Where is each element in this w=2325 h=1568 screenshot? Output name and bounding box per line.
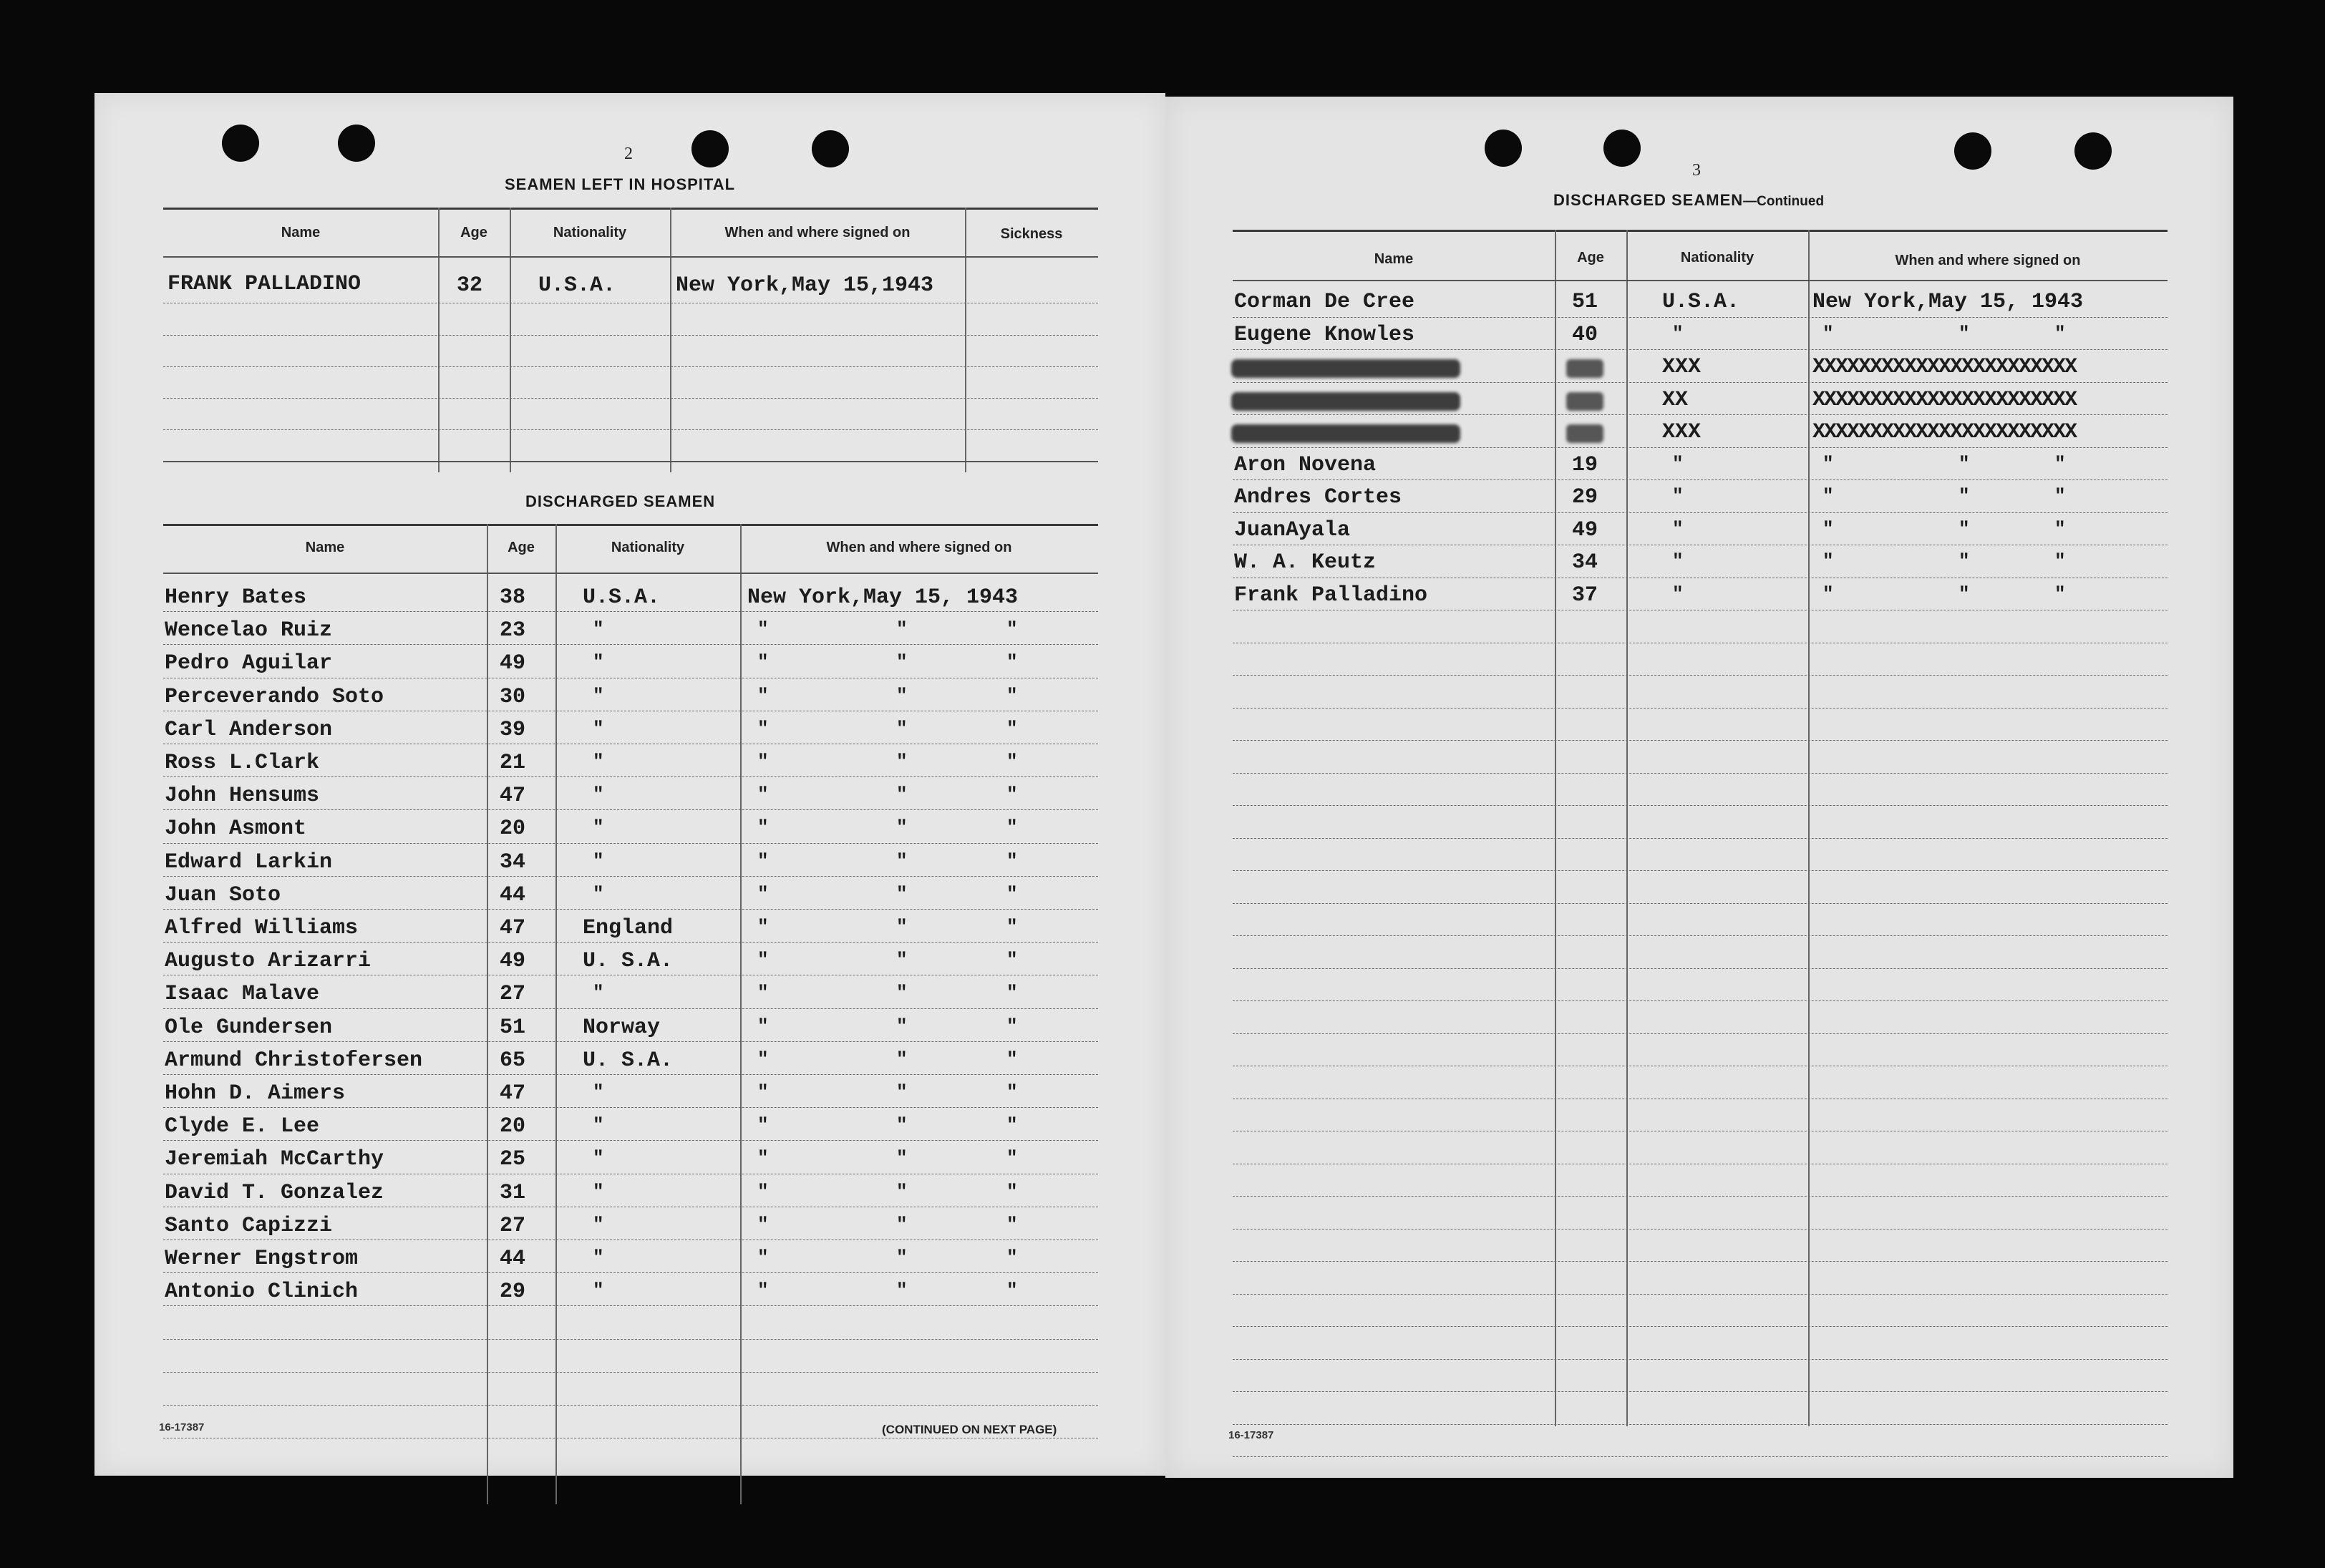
column-divider xyxy=(965,208,966,472)
signed-on-ditto-cell: " xyxy=(1006,751,1018,772)
signed-on-ditto-cell: " xyxy=(1006,817,1018,839)
row-rule xyxy=(1233,838,2168,839)
signed-on-ditto-cell: " xyxy=(1958,452,1970,474)
signed-on-cell: " xyxy=(757,949,769,971)
column-divider xyxy=(1555,230,1556,1426)
row-rule xyxy=(163,1405,1098,1406)
row-rule xyxy=(1233,414,2168,415)
header-age: Age xyxy=(1577,250,1604,266)
name-cell: Hohn D. Aimers xyxy=(165,1081,346,1106)
age-cell: 49 xyxy=(1572,517,1598,542)
signed-on-ditto-cell: " xyxy=(896,1213,908,1235)
signed-on-cell: " xyxy=(757,1213,769,1235)
age-cell: 47 xyxy=(500,916,526,940)
signed-on-ditto-cell: " xyxy=(1958,583,1970,605)
nationality-cell: Norway xyxy=(583,1015,661,1040)
name-cell: Edward Larkin xyxy=(165,849,333,875)
table-top-rule xyxy=(163,524,1098,526)
signed-on-ditto-cell: " xyxy=(1006,949,1018,971)
row-rule xyxy=(1233,968,2168,969)
signed-on-ditto-cell: " xyxy=(896,949,908,971)
signed-on-ditto-cell: " xyxy=(2054,452,2066,474)
signed-on-ditto-cell: " xyxy=(896,916,908,938)
redaction-blot xyxy=(1231,392,1460,411)
signed-on-ditto-cell: " xyxy=(896,982,908,1004)
nationality-cell: " xyxy=(593,1280,604,1302)
nationality-cell: " xyxy=(593,882,604,905)
name-cell: Perceverando Soto xyxy=(165,684,384,709)
signed-on-ditto-cell: " xyxy=(896,849,908,872)
signed-on-ditto-cell: " xyxy=(1006,849,1018,872)
hospital-name: FRANK PALLADINO xyxy=(168,272,361,296)
hospital-table xyxy=(163,208,1098,465)
row-rule xyxy=(163,909,1098,910)
header-signed-on: When and where signed on xyxy=(1895,253,2081,268)
signed-on-cell: XXXXXXXXXXXXXXXXXXXXXXX xyxy=(1812,387,2077,412)
signed-on-cell: " xyxy=(1822,485,1834,507)
nationality-cell: U. S.A. xyxy=(583,1048,674,1073)
name-cell: John Hensums xyxy=(165,784,320,809)
punch-hole xyxy=(1954,132,1991,170)
age-cell: 27 xyxy=(500,982,526,1007)
signed-on-cell: " xyxy=(757,1114,769,1136)
signed-on-ditto-cell: " xyxy=(896,1114,908,1136)
signed-on-cell: " xyxy=(757,1280,769,1302)
age-cell: 51 xyxy=(500,1015,526,1040)
row-rule xyxy=(1233,1033,2168,1034)
nationality-cell: " xyxy=(1672,322,1684,344)
signed-on-ditto-cell: " xyxy=(896,1247,908,1268)
signed-on-ditto-cell: " xyxy=(896,717,908,739)
signed-on-ditto-cell: " xyxy=(1006,882,1018,905)
age-cell: 47 xyxy=(500,1081,526,1106)
nationality-cell: XX xyxy=(1662,387,1689,412)
row-rule xyxy=(1233,935,2168,936)
row-rule xyxy=(163,1008,1098,1009)
name-cell: Ole Gundersen xyxy=(165,1015,333,1040)
row-rule xyxy=(1233,349,2168,350)
row-rule xyxy=(163,398,1098,399)
name-cell: Carl Anderson xyxy=(165,717,333,742)
continued-note: (CONTINUED ON NEXT PAGE) xyxy=(882,1423,1057,1436)
name-cell: Armund Christofersen xyxy=(165,1048,423,1073)
nationality-cell: " xyxy=(593,618,604,641)
signed-on-ditto-cell: " xyxy=(1006,1015,1018,1037)
signed-on-ditto-cell: " xyxy=(1006,1280,1018,1302)
signed-on-ditto-cell: " xyxy=(1006,651,1018,673)
row-rule xyxy=(163,809,1098,810)
redaction-blot xyxy=(1566,424,1603,443)
signed-on-ditto-cell: " xyxy=(896,1180,908,1202)
age-cell: 27 xyxy=(500,1213,526,1238)
header-name: Name xyxy=(305,540,345,555)
nationality-cell: " xyxy=(1672,452,1684,474)
header-age: Age xyxy=(508,540,535,555)
row-rule xyxy=(163,335,1098,336)
punch-hole xyxy=(1603,130,1641,167)
row-rule xyxy=(1233,447,2168,448)
signed-on-cell: " xyxy=(757,618,769,641)
signed-on-ditto-cell: " xyxy=(896,618,908,641)
signed-on-ditto-cell: " xyxy=(1006,982,1018,1004)
hospital-age: 32 xyxy=(457,273,483,298)
header-name: Name xyxy=(1374,251,1414,267)
name-cell: Wencelao Ruiz xyxy=(165,618,333,643)
nationality-cell: " xyxy=(593,1247,604,1268)
row-rule xyxy=(163,1339,1098,1340)
nationality-cell: " xyxy=(1672,517,1684,540)
name-cell: Santo Capizzi xyxy=(165,1213,333,1238)
row-rule xyxy=(1233,805,2168,806)
signed-on-ditto-cell: " xyxy=(1006,717,1018,739)
name-cell: Andres Cortes xyxy=(1234,485,1402,510)
name-cell: Clyde E. Lee xyxy=(165,1114,320,1139)
column-divider xyxy=(487,524,488,1504)
age-cell: 20 xyxy=(500,817,526,842)
name-cell: Ross L.Clark xyxy=(165,751,320,775)
header-rule xyxy=(163,573,1098,574)
row-rule xyxy=(163,1372,1098,1373)
age-cell: 51 xyxy=(1572,290,1598,314)
row-rule xyxy=(163,461,1098,462)
signed-on-cell: " xyxy=(757,1147,769,1169)
hospital-signed-on: New York,May 15,1943 xyxy=(676,273,934,298)
signed-on-cell: " xyxy=(1822,517,1834,540)
table-top-rule xyxy=(163,208,1098,210)
row-rule xyxy=(1233,870,2168,871)
signed-on-cell: " xyxy=(757,751,769,772)
age-cell: 30 xyxy=(500,684,526,709)
row-rule xyxy=(1233,479,2168,480)
name-cell: Alfred Williams xyxy=(165,916,359,940)
nationality-cell: " xyxy=(593,684,604,706)
nationality-cell: " xyxy=(593,982,604,1004)
row-rule xyxy=(1233,512,2168,513)
age-cell: 47 xyxy=(500,784,526,809)
header-nationality: Nationality xyxy=(1680,250,1754,266)
header-age: Age xyxy=(460,225,487,240)
row-rule xyxy=(1233,675,2168,676)
redaction-blot xyxy=(1566,359,1603,378)
signed-on-cell: New York,May 15, 1943 xyxy=(1812,290,2084,314)
nationality-cell: " xyxy=(593,1213,604,1235)
age-cell: 34 xyxy=(1572,550,1598,575)
header-nationality: Nationality xyxy=(611,540,685,555)
nationality-cell: " xyxy=(593,784,604,806)
punch-hole xyxy=(2074,132,2112,170)
name-cell: Antonio Clinich xyxy=(165,1280,359,1305)
row-rule xyxy=(1233,1294,2168,1295)
signed-on-ditto-cell: " xyxy=(896,1081,908,1103)
form-code: 16-17387 xyxy=(159,1421,205,1433)
signed-on-cell: " xyxy=(757,849,769,872)
signed-on-ditto-cell: " xyxy=(896,651,908,673)
row-rule xyxy=(163,1107,1098,1108)
column-divider xyxy=(1808,230,1810,1426)
signed-on-ditto-cell: " xyxy=(896,1280,908,1302)
row-rule xyxy=(1233,1359,2168,1360)
punch-hole xyxy=(1485,130,1522,167)
discharged-continued-table xyxy=(1233,230,2168,1446)
name-cell: Juan Soto xyxy=(165,882,281,907)
nationality-cell: U.S.A. xyxy=(1662,290,1740,314)
column-divider xyxy=(670,208,671,472)
nationality-cell: " xyxy=(593,717,604,739)
age-cell: 21 xyxy=(500,751,526,775)
signed-on-ditto-cell: " xyxy=(896,1048,908,1070)
signed-on-cell: " xyxy=(1822,322,1834,344)
signed-on-cell: XXXXXXXXXXXXXXXXXXXXXXX xyxy=(1812,355,2077,379)
redaction-blot xyxy=(1566,392,1603,411)
signed-on-ditto-cell: " xyxy=(1006,1081,1018,1103)
row-rule xyxy=(163,1074,1098,1075)
nationality-cell: XXX xyxy=(1662,355,1702,379)
punch-hole xyxy=(812,130,849,167)
row-rule xyxy=(163,1272,1098,1273)
row-rule xyxy=(1233,1000,2168,1001)
punch-hole xyxy=(691,130,729,167)
age-cell: 34 xyxy=(500,849,526,875)
punch-hole xyxy=(338,125,375,162)
age-cell: 31 xyxy=(500,1180,526,1205)
row-rule xyxy=(163,1305,1098,1306)
page-number: 2 xyxy=(624,145,633,163)
signed-on-ditto-cell: " xyxy=(1006,684,1018,706)
age-cell: 39 xyxy=(500,717,526,742)
name-cell: Isaac Malave xyxy=(165,982,320,1007)
signed-on-ditto-cell: " xyxy=(1958,322,1970,344)
signed-on-ditto-cell: " xyxy=(896,817,908,839)
signed-on-ditto-cell: " xyxy=(896,1015,908,1037)
row-rule xyxy=(1233,382,2168,383)
signed-on-ditto-cell: " xyxy=(1006,1114,1018,1136)
nationality-cell: U. S.A. xyxy=(583,949,674,974)
age-cell: 49 xyxy=(500,651,526,676)
signed-on-cell: " xyxy=(757,982,769,1004)
row-rule xyxy=(1233,1456,2168,1457)
row-rule xyxy=(163,429,1098,430)
age-cell: 40 xyxy=(1572,322,1598,347)
name-cell: Corman De Cree xyxy=(1234,290,1415,314)
signed-on-ditto-cell: " xyxy=(1006,1213,1018,1235)
header-signed-on: When and where signed on xyxy=(724,225,911,240)
row-rule xyxy=(163,366,1098,367)
row-rule xyxy=(1233,317,2168,318)
row-rule xyxy=(1233,1196,2168,1197)
nationality-cell: " xyxy=(593,1114,604,1136)
row-rule xyxy=(163,644,1098,645)
signed-on-cell: " xyxy=(757,1081,769,1103)
signed-on-ditto-cell: " xyxy=(1958,485,1970,507)
right-page xyxy=(1165,97,2233,1478)
age-cell: 19 xyxy=(1572,452,1598,477)
nationality-cell: " xyxy=(593,1180,604,1202)
name-cell: Werner Engstrom xyxy=(165,1247,359,1271)
column-divider xyxy=(555,524,557,1504)
row-rule xyxy=(1233,903,2168,904)
column-divider xyxy=(438,208,440,472)
signed-on-cell: " xyxy=(1822,583,1834,605)
nationality-cell: " xyxy=(1672,485,1684,507)
column-divider xyxy=(1626,230,1628,1426)
signed-on-ditto-cell: " xyxy=(896,1147,908,1169)
row-rule xyxy=(163,611,1098,612)
signed-on-cell: " xyxy=(757,1048,769,1070)
header-rule xyxy=(1233,280,2168,281)
signed-on-cell: " xyxy=(1822,550,1834,572)
nationality-cell: " xyxy=(1672,583,1684,605)
signed-on-ditto-cell: " xyxy=(2054,485,2066,507)
discharged-table xyxy=(163,524,1098,1504)
signed-on-ditto-cell: " xyxy=(1006,916,1018,938)
header-sickness: Sickness xyxy=(1000,226,1063,242)
signed-on-cell: " xyxy=(757,882,769,905)
page-number: 3 xyxy=(1692,161,1701,180)
signed-on-ditto-cell: " xyxy=(896,684,908,706)
nationality-cell: " xyxy=(593,651,604,673)
signed-on-ditto-cell: " xyxy=(1006,618,1018,641)
signed-on-cell: " xyxy=(757,651,769,673)
name-cell: Frank Palladino xyxy=(1234,583,1428,608)
signed-on-ditto-cell: " xyxy=(2054,550,2066,572)
signed-on-cell: " xyxy=(757,717,769,739)
name-cell: Jeremiah McCarthy xyxy=(165,1147,384,1172)
nationality-cell: " xyxy=(1672,550,1684,572)
header-signed-on: When and where signed on xyxy=(826,540,1012,555)
form-code: 16-17387 xyxy=(1228,1429,1274,1441)
header-nationality: Nationality xyxy=(553,225,627,240)
signed-on-ditto-cell: " xyxy=(2054,583,2066,605)
hospital-nationality: U.S.A. xyxy=(538,273,616,298)
signed-on-ditto-cell: " xyxy=(1006,1247,1018,1268)
name-cell: Henry Bates xyxy=(165,585,307,610)
signed-on-ditto-cell: " xyxy=(1958,517,1970,540)
signed-on-ditto-cell: " xyxy=(1006,784,1018,806)
row-rule xyxy=(1233,740,2168,741)
row-rule xyxy=(163,1041,1098,1042)
signed-on-ditto-cell: " xyxy=(896,882,908,905)
row-rule xyxy=(1233,1261,2168,1262)
nationality-cell: XXX xyxy=(1662,420,1702,444)
left-page xyxy=(94,93,1165,1476)
table-top-rule xyxy=(1233,230,2168,232)
row-rule xyxy=(1233,1424,2168,1425)
row-rule xyxy=(1233,773,2168,774)
heading-suffix: —Continued xyxy=(1743,194,1825,209)
nationality-cell: " xyxy=(593,1147,604,1169)
nationality-cell: " xyxy=(593,751,604,772)
signed-on-cell: New York,May 15, 1943 xyxy=(747,585,1019,610)
header-rule xyxy=(163,256,1098,258)
row-rule xyxy=(163,776,1098,777)
punch-hole xyxy=(222,125,259,162)
redaction-blot xyxy=(1231,359,1460,378)
signed-on-cell: " xyxy=(757,916,769,938)
signed-on-cell: " xyxy=(757,1180,769,1202)
name-cell: Augusto Arizarri xyxy=(165,949,372,974)
age-cell: 37 xyxy=(1572,583,1598,608)
name-cell: Pedro Aguilar xyxy=(165,651,333,676)
discharged-heading: DISCHARGED SEAMEN xyxy=(525,492,716,510)
age-cell: 44 xyxy=(500,1247,526,1271)
signed-on-cell: " xyxy=(757,1015,769,1037)
age-cell: 29 xyxy=(1572,485,1598,510)
name-cell: JuanAyala xyxy=(1234,517,1351,542)
age-cell: 38 xyxy=(500,585,526,610)
signed-on-ditto-cell: " xyxy=(1006,1048,1018,1070)
signed-on-ditto-cell: " xyxy=(2054,517,2066,540)
nationality-cell: " xyxy=(593,849,604,872)
name-cell: David T. Gonzalez xyxy=(165,1180,384,1205)
nationality-cell: " xyxy=(593,817,604,839)
row-rule xyxy=(163,1140,1098,1141)
signed-on-cell: " xyxy=(757,684,769,706)
age-cell: 29 xyxy=(500,1280,526,1305)
age-cell: 20 xyxy=(500,1114,526,1139)
nationality-cell: U.S.A. xyxy=(583,585,661,610)
name-cell: John Asmont xyxy=(165,817,307,842)
column-divider xyxy=(740,524,742,1504)
age-cell: 44 xyxy=(500,882,526,907)
heading-text: DISCHARGED SEAMEN xyxy=(1553,191,1744,209)
column-divider xyxy=(510,208,511,472)
signed-on-cell: " xyxy=(1822,452,1834,474)
row-rule xyxy=(163,876,1098,877)
name-cell: Aron Novena xyxy=(1234,452,1377,477)
row-rule xyxy=(163,843,1098,844)
nationality-cell: " xyxy=(593,1081,604,1103)
signed-on-cell: " xyxy=(757,817,769,839)
header-name: Name xyxy=(281,225,321,240)
signed-on-ditto-cell: " xyxy=(896,751,908,772)
age-cell: 65 xyxy=(500,1048,526,1073)
redaction-blot xyxy=(1231,424,1460,443)
signed-on-ditto-cell: " xyxy=(1006,1147,1018,1169)
discharged-continued-heading xyxy=(1553,191,1824,210)
signed-on-cell: " xyxy=(757,784,769,806)
hospital-heading: SEAMEN LEFT IN HOSPITAL xyxy=(505,175,736,193)
signed-on-ditto-cell: " xyxy=(1958,550,1970,572)
row-rule xyxy=(163,942,1098,943)
name-cell: Eugene Knowles xyxy=(1234,322,1415,347)
row-rule xyxy=(1233,1391,2168,1392)
nationality-cell: England xyxy=(583,916,674,940)
name-cell: W. A. Keutz xyxy=(1234,550,1377,575)
age-cell: 49 xyxy=(500,949,526,974)
signed-on-ditto-cell: " xyxy=(2054,322,2066,344)
row-rule xyxy=(1233,1326,2168,1327)
signed-on-cell: " xyxy=(757,1247,769,1268)
age-cell: 23 xyxy=(500,618,526,643)
signed-on-ditto-cell: " xyxy=(1006,1180,1018,1202)
age-cell: 25 xyxy=(500,1147,526,1172)
signed-on-ditto-cell: " xyxy=(896,784,908,806)
signed-on-cell: XXXXXXXXXXXXXXXXXXXXXXX xyxy=(1812,420,2077,444)
